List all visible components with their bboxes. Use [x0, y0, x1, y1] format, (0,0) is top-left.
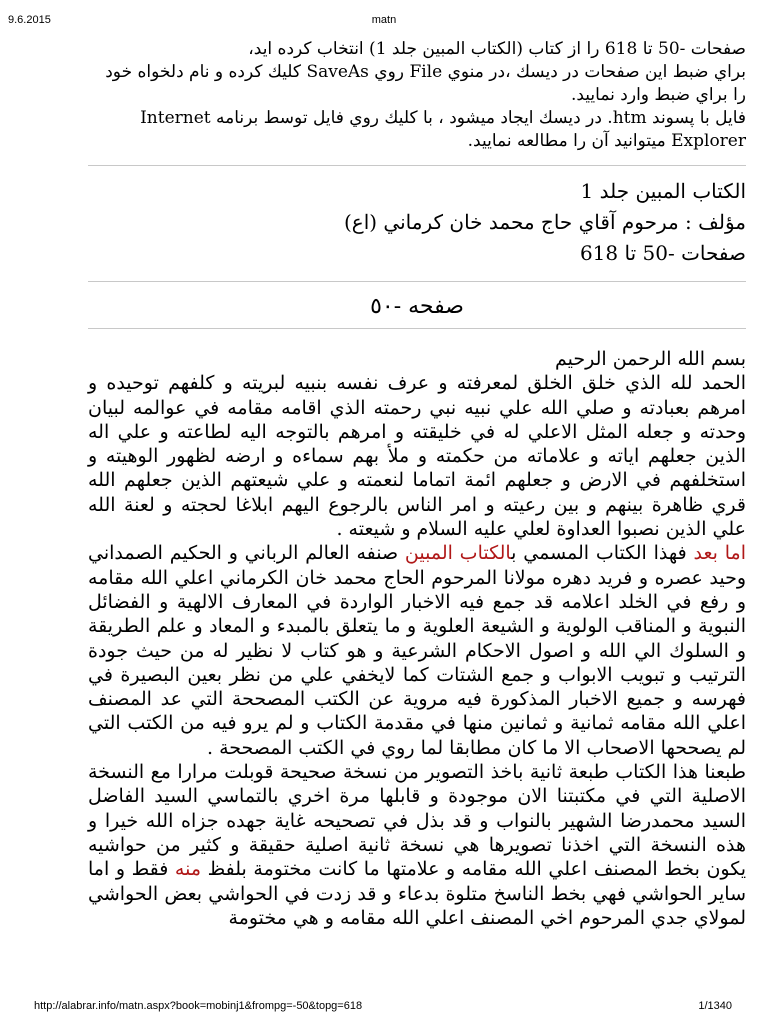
divider [88, 281, 746, 282]
intro-line-selection: صفحات -50 تا 618 را از كتاب (الكتاب المبين جلد 1) انتخاب كرده ايد، [248, 39, 746, 59]
print-title: matn [371, 14, 397, 26]
print-footer [0, 990, 768, 1020]
paragraph-2-text-a: فهذا الكتاب المسمي ب [511, 542, 694, 565]
paragraph-2 [88, 541, 746, 760]
body-text [88, 347, 746, 930]
page-heading: صفحه -٥٠ [370, 294, 464, 319]
intro-line-open: فايل با پسوند htm. در ديسك ايجاد ميشود ، با كليك روي فايل توسط برنامه Internet Explorer ميتوانيد آن را مطالعه نماييد. [140, 108, 746, 151]
highlight-minhu: منه [174, 858, 202, 881]
intro-notice [88, 38, 746, 153]
basmala: بسم الله الرحمن الرحيم [555, 348, 746, 370]
paragraph-2-text-b: صنفه العالم الرباني و الحكيم الصمداني وحيد عصره و فريد دهره مولانا المرحوم الحاج محمد خان الكرماني اعلي الله مقامه و رفع في الخلد اعلامه قد جمع فيه الاخبار الواردة في المعارف الالهية و الفضائل النبوية و المناقب الولوية و الشيعة العلوية و ما يتعلق بالمبدء و المعاد و علم الطريقة و السلوك الي الله و اصول الاحكام الشرعية و هو كتاب لا نظير له من حيث جودة الترتيب و تبويب الابواب و جمع الشتات كما لايخفي علي من نظر بعين البصيرة في فهرسه و جميع الاخبار المذكورة فيه مروية عن الكتب المصححة التي عد المصنف اعلي الله مقامه ثمانية و ثمانين منها في مقدمة الكتاب و لم يرو فيه من الكتب التي لم يصححها الاصحاب الا ما كان مطابقا لما روي في الكتب المصححة . [88, 542, 746, 759]
book-title: الكتاب المبين جلد 1 [580, 179, 746, 203]
book-author: مؤلف : مرحوم آقاي حاج محمد خان كرماني (اع) [343, 210, 746, 234]
print-page-count: 1/1340 [698, 1000, 732, 1012]
print-date: 9.6.2015 [8, 14, 51, 26]
paragraph-3-text-a: طبعنا هذا الكتاب طبعة ثانية باخذ التصوير من نسخة صحيحة قوبلت مرارا مع النسخة الاصلية التي في مكتبتنا الان موجودة و قابلها مرة اخري بالتماسي السيد الفاضل السيد محمدرضا الشهير بالنواب و قد بذل في تصحيحه غاية جهده جزاه الله خيرا و هذه النسخة التي اخذنا تصويرها هي نسخة ثانية اصلية حقيقة و كثير من حواشيه يكون بخط المصنف اعلي الله مقامه و علامتها ما كانت مختومة بلفظ [88, 761, 746, 881]
highlight-book-name: الكتاب المبين [404, 542, 512, 565]
intro-line-save: براي ضبط اين صفحات در ديسك ،در منوي File روي SaveAs كليك كرده و نام دلخواه خود را براي ضبط وارد نماييد. [105, 62, 746, 105]
print-url: http://alabrar.info/matn.aspx?book=mobinj1&frompg=-50&topg=618 [34, 1000, 363, 1012]
page-content [88, 38, 746, 930]
paragraph-3-text-b: فقط و اما ساير الحواشي فهي بخط الناسخ متلوة بدعاء و قد زدت في الحواشي بعض الحواشي لمولاي جدي المرحوم اخي المصنف اعلي الله مقامه و هي مختومة [88, 858, 746, 929]
book-page-range: صفحات -50 تا 618 [579, 241, 746, 265]
divider [88, 328, 746, 329]
paragraph-1: الحمد لله الذي خلق الخلق لمعرفته و عرف نفسه بنبيه لبريته و كلفهم توحيده و امرهم بعبادته و صلي الله علي نبيه نبي رحمته الذي اقامه مقامه في عوالمه لبيان وحدته و جعله المثل الاعلي له في خليقته و امرهم بالتوجه اليه لطاعته و علي اله الذين جعلهم اياته و علاماته من حكمته و ملأ بهم سماءه و ارضه لظهور الوهيته و استخلفهم في الارض و جعلهم ائمة اتماما لنعمته و علي شيعتهم الذين جعلهم الله قري ظاهرة بينهم و بين رعيته و امر الناس بالرجوع اليهم ابلاغا لحجته و لعنة الله علي الذين نصبوا العداوة لعلي عليه السلام و شيعته . [88, 372, 746, 541]
print-header [0, 0, 768, 34]
highlight-amma-baad: اما بعد [693, 542, 746, 565]
divider [88, 165, 746, 166]
paragraph-3 [88, 760, 746, 930]
book-info [88, 176, 746, 269]
